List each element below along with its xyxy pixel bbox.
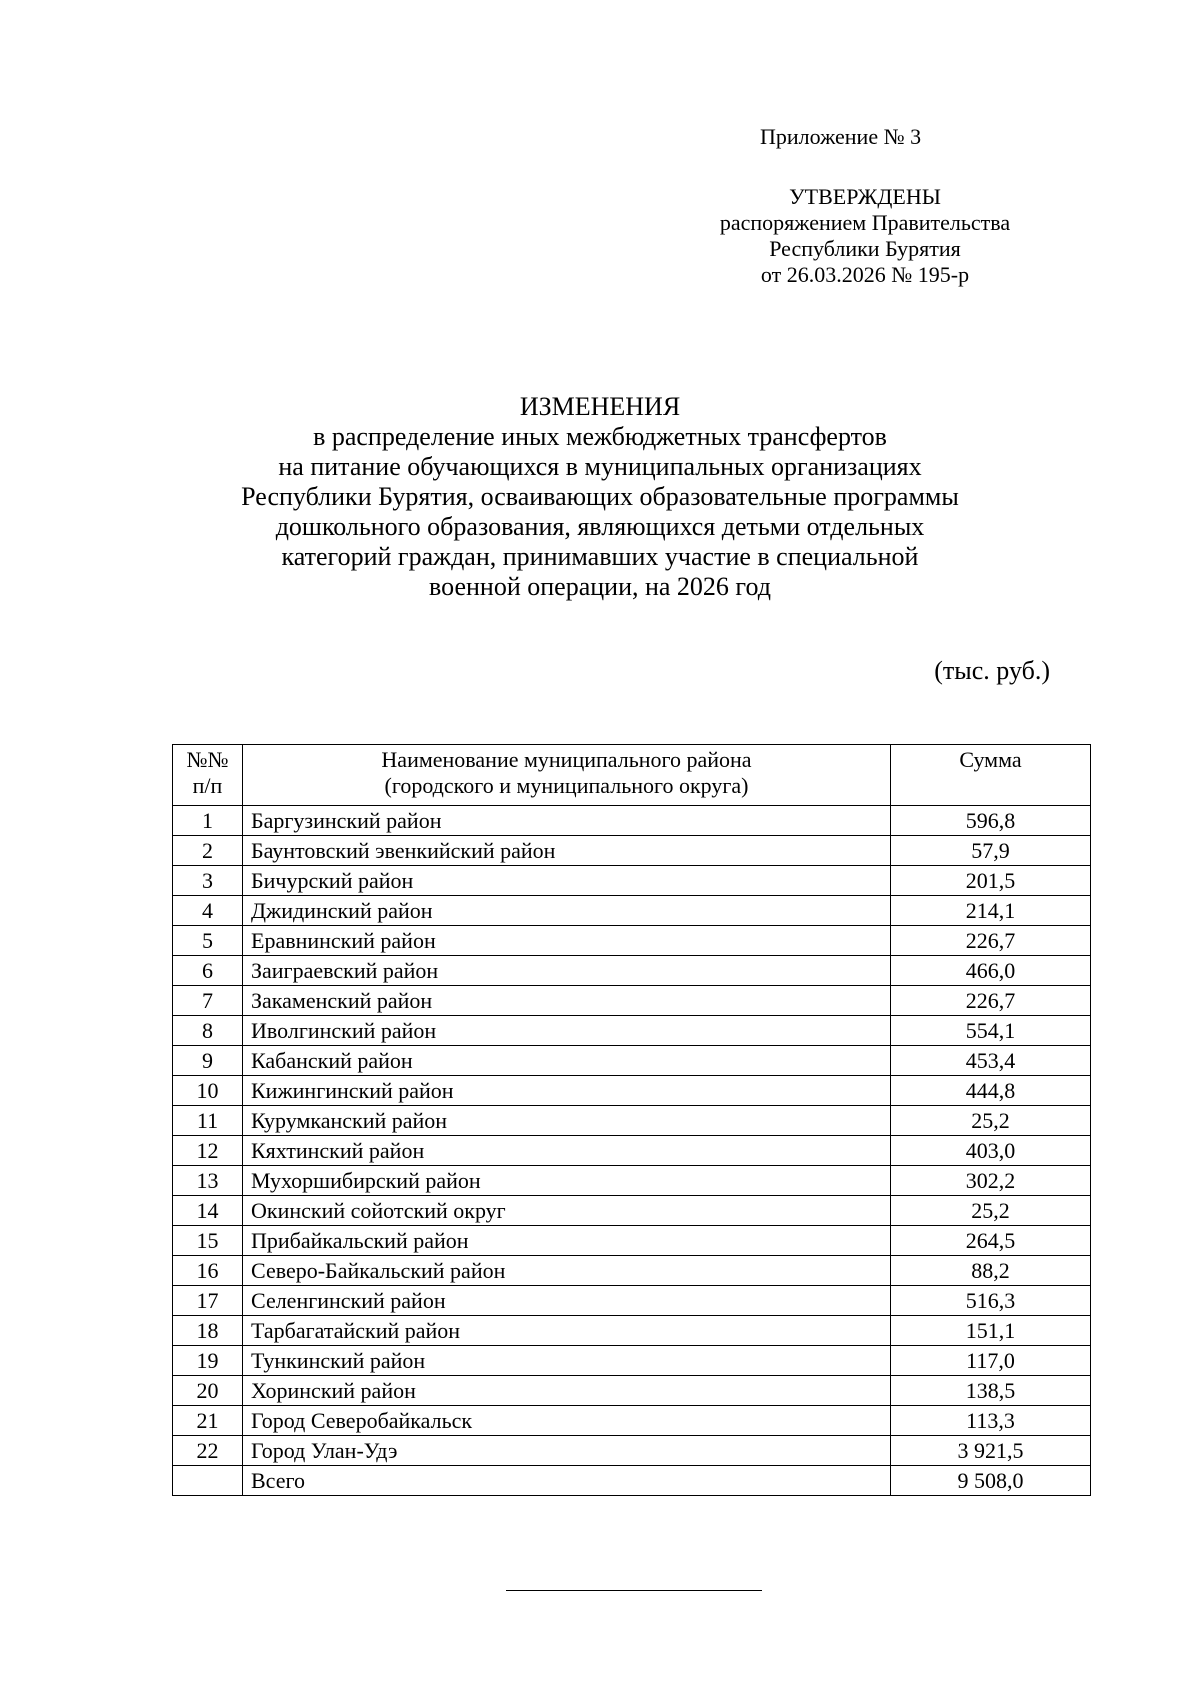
table-row xyxy=(173,1166,1091,1196)
table-row xyxy=(173,1016,1091,1046)
row-number-cell: 21 xyxy=(173,1406,243,1436)
row-sum-cell: 444,8 xyxy=(891,1076,1091,1106)
title-heading: ИЗМЕНЕНИЯ xyxy=(519,392,681,421)
row-number-cell: 8 xyxy=(173,1016,243,1046)
header-number-line: п/п xyxy=(192,773,223,798)
table-row xyxy=(173,956,1091,986)
header-name-line: Наименование муниципального района xyxy=(381,747,752,772)
table-row xyxy=(173,1376,1091,1406)
row-number-cell: 19 xyxy=(173,1346,243,1376)
row-sum-cell: 88,2 xyxy=(891,1256,1091,1286)
header-number-line: №№ xyxy=(186,747,229,772)
row-sum-cell: 516,3 xyxy=(891,1286,1091,1316)
row-name-cell: Тункинский район xyxy=(243,1346,891,1376)
row-name-cell: Курумканский район xyxy=(243,1106,891,1136)
row-number-cell: 15 xyxy=(173,1226,243,1256)
row-name-cell: Иволгинский район xyxy=(243,1016,891,1046)
row-sum-cell: 214,1 xyxy=(891,896,1091,926)
row-number-cell: 12 xyxy=(173,1136,243,1166)
header-sum xyxy=(891,745,1091,806)
table-header-row xyxy=(173,745,1091,806)
row-sum-cell: 302,2 xyxy=(891,1166,1091,1196)
row-name-cell: Окинский сойотский округ xyxy=(243,1196,891,1226)
row-sum-cell: 138,5 xyxy=(891,1376,1091,1406)
row-name-cell: Баунтовский эвенкийский район xyxy=(243,836,891,866)
row-name-cell: Мухоршибирский район xyxy=(243,1166,891,1196)
row-sum-cell: 3 921,5 xyxy=(891,1436,1091,1466)
table-row xyxy=(173,836,1091,866)
row-name-cell: Кижингинский район xyxy=(243,1076,891,1106)
total-sum-cell: 9 508,0 xyxy=(891,1466,1091,1496)
table-row xyxy=(173,1436,1091,1466)
row-number-cell: 16 xyxy=(173,1256,243,1286)
row-sum-cell: 226,7 xyxy=(891,926,1091,956)
row-name-cell: Заиграевский район xyxy=(243,956,891,986)
table-row xyxy=(173,986,1091,1016)
row-name-cell: Прибайкальский район xyxy=(243,1226,891,1256)
table-row xyxy=(173,806,1091,836)
row-name-cell: Еравнинский район xyxy=(243,926,891,956)
table-row xyxy=(173,1286,1091,1316)
row-sum-cell: 117,0 xyxy=(891,1346,1091,1376)
header-number xyxy=(173,745,243,806)
table-row xyxy=(173,1076,1091,1106)
title-line: в распределение иных межбюджетных трансфертов xyxy=(313,422,887,451)
row-sum-cell: 403,0 xyxy=(891,1136,1091,1166)
row-number-cell: 22 xyxy=(173,1436,243,1466)
row-number-cell: 13 xyxy=(173,1166,243,1196)
row-sum-cell: 25,2 xyxy=(891,1196,1091,1226)
table-row xyxy=(173,1316,1091,1346)
table-total-row xyxy=(173,1466,1091,1496)
table-row xyxy=(173,1046,1091,1076)
approval-heading: УТВЕРЖДЕНЫ xyxy=(789,184,941,209)
distribution-table-wrap xyxy=(172,744,1091,1496)
title-line: категорий граждан, принимавших участие в специальной xyxy=(281,542,919,571)
row-number-cell: 17 xyxy=(173,1286,243,1316)
row-number-cell: 1 xyxy=(173,806,243,836)
header-name xyxy=(243,745,891,806)
appendix-number: Приложение № 3 xyxy=(760,124,922,149)
row-sum-cell: 201,5 xyxy=(891,866,1091,896)
title-line: военной операции, на 2026 год xyxy=(429,572,771,601)
table-row xyxy=(173,866,1091,896)
row-sum-cell: 57,9 xyxy=(891,836,1091,866)
row-sum-cell: 453,4 xyxy=(891,1046,1091,1076)
approval-block xyxy=(700,184,1030,288)
row-number-cell: 11 xyxy=(173,1106,243,1136)
row-name-cell: Баргузинский район xyxy=(243,806,891,836)
row-sum-cell: 264,5 xyxy=(891,1226,1091,1256)
closing-divider xyxy=(506,1590,762,1591)
row-sum-cell: 596,8 xyxy=(891,806,1091,836)
row-number-cell: 14 xyxy=(173,1196,243,1226)
approval-date: от 26.03.2026 № 195-р xyxy=(760,262,970,287)
row-number-cell: 18 xyxy=(173,1316,243,1346)
row-sum-cell: 25,2 xyxy=(891,1106,1091,1136)
row-name-cell: Город Северобайкальск xyxy=(243,1406,891,1436)
total-number-cell xyxy=(173,1466,243,1496)
row-name-cell: Северо-Байкальский район xyxy=(243,1256,891,1286)
table-body xyxy=(173,806,1091,1466)
title-line: дошкольного образования, являющихся детьми отдельных xyxy=(275,512,925,541)
title-line: на питание обучающихся в муниципальных организациях xyxy=(278,452,922,481)
row-sum-cell: 226,7 xyxy=(891,986,1091,1016)
table-row xyxy=(173,1226,1091,1256)
row-sum-cell: 466,0 xyxy=(891,956,1091,986)
distribution-table xyxy=(172,744,1091,1496)
row-name-cell: Закаменский район xyxy=(243,986,891,1016)
row-name-cell: Кяхтинский район xyxy=(243,1136,891,1166)
row-number-cell: 20 xyxy=(173,1376,243,1406)
table-row xyxy=(173,1406,1091,1436)
row-name-cell: Селенгинский район xyxy=(243,1286,891,1316)
total-label-cell: Всего xyxy=(243,1466,891,1496)
row-number-cell: 7 xyxy=(173,986,243,1016)
table-row xyxy=(173,896,1091,926)
table-row xyxy=(173,1196,1091,1226)
table-row xyxy=(173,1346,1091,1376)
row-name-cell: Джидинский район xyxy=(243,896,891,926)
row-number-cell: 6 xyxy=(173,956,243,986)
row-name-cell: Хоринский район xyxy=(243,1376,891,1406)
row-name-cell: Кабанский район xyxy=(243,1046,891,1076)
table-row xyxy=(173,1136,1091,1166)
row-number-cell: 2 xyxy=(173,836,243,866)
document-title xyxy=(160,392,1040,602)
row-sum-cell: 554,1 xyxy=(891,1016,1091,1046)
row-number-cell: 10 xyxy=(173,1076,243,1106)
row-name-cell: Тарбагатайский район xyxy=(243,1316,891,1346)
row-number-cell: 9 xyxy=(173,1046,243,1076)
title-line: Республики Бурятия, осваивающих образовательные программы xyxy=(241,482,959,511)
row-number-cell: 3 xyxy=(173,866,243,896)
table-row xyxy=(173,926,1091,956)
units-label: (тыс. руб.) xyxy=(934,656,1050,685)
header-sum-label: Сумма xyxy=(959,747,1022,772)
row-sum-cell: 113,3 xyxy=(891,1406,1091,1436)
row-number-cell: 5 xyxy=(173,926,243,956)
row-name-cell: Бичурский район xyxy=(243,866,891,896)
approval-line: Республики Бурятия xyxy=(769,236,961,261)
table-row xyxy=(173,1256,1091,1286)
approval-line: распоряжением Правительства xyxy=(719,210,1011,235)
row-sum-cell: 151,1 xyxy=(891,1316,1091,1346)
row-name-cell: Город Улан-Удэ xyxy=(243,1436,891,1466)
row-number-cell: 4 xyxy=(173,896,243,926)
header-name-line: (городского и муниципального округа) xyxy=(384,773,749,798)
table-row xyxy=(173,1106,1091,1136)
